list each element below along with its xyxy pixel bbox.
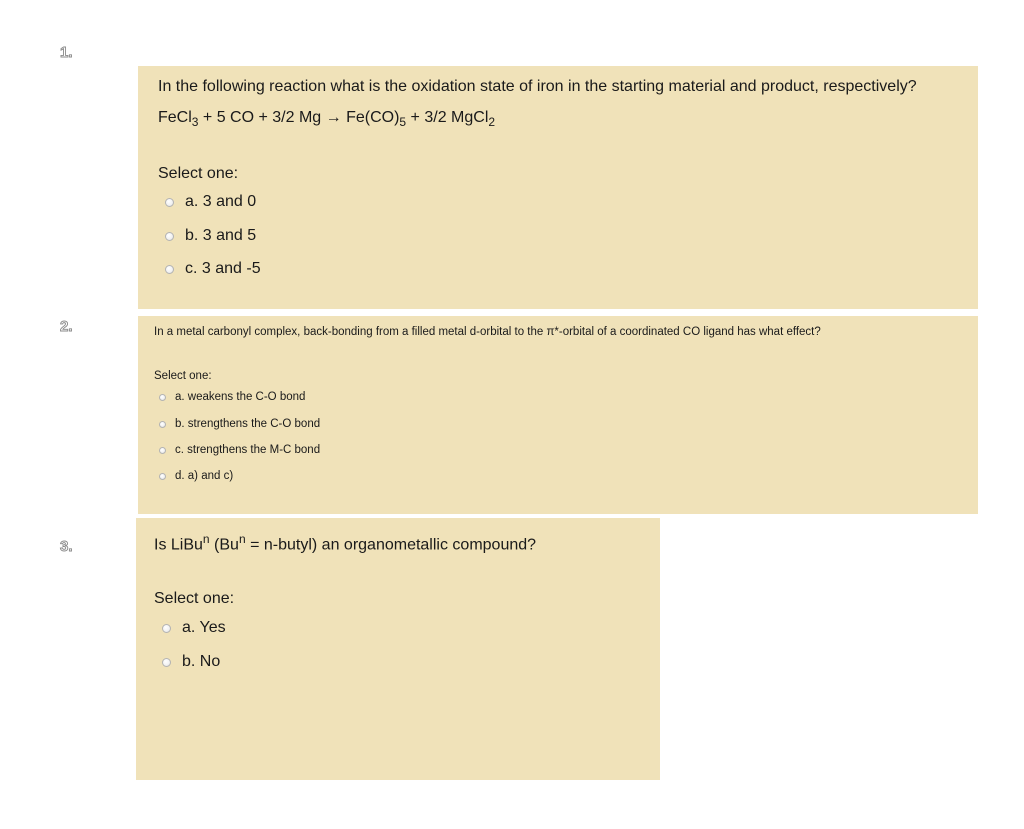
question-1-select-label: Select one: [158,165,239,182]
question-3-option-a[interactable] [162,619,226,637]
radio-button[interactable] [159,473,166,480]
question-2-option-a[interactable] [159,391,305,403]
question-1-prompt: In the following reaction what is the oxidation state of iron in the starting material and product, respectively? [158,78,917,95]
question-2-option-d[interactable] [159,470,233,482]
question-2-select-label: Select one: [154,370,212,382]
option-label: b. strengthens the C-O bond [175,418,321,430]
radio-button[interactable] [162,658,171,667]
question-1-option-a[interactable] [165,193,256,211]
question-1-card [138,66,978,309]
radio-button[interactable] [159,394,166,401]
question-2-card [138,316,978,514]
option-label: b. 3 and 5 [185,227,257,244]
question-3-prompt: Is LiBu$^n$ ($Bu^n$ = n-butyl) an organometallic compound? [154,532,537,554]
option-label: d. a) and c) [175,470,234,482]
radio-button[interactable] [159,421,166,428]
question-1-option-b[interactable] [165,227,256,245]
option-label: a. Yes [182,619,226,636]
radio-button[interactable] [162,624,171,633]
question-3-select-label: Select one: [154,590,235,607]
radio-button[interactable] [159,447,166,454]
question-3-option-b[interactable] [162,653,220,671]
question-2-option-c[interactable] [159,444,320,456]
radio-button[interactable] [165,265,174,274]
option-label: c. strengthens the M-C bond [175,444,321,456]
question-3-number: 3. [60,538,73,555]
question-1-number: 1. [60,44,73,61]
option-label: a. weakens the C-O bond [175,391,306,403]
option-label: c. 3 and -5 [185,260,261,277]
question-1-equation: FeCl$_3$ + 5 CO + 3/2 $Mg \to Fe(CO)_5 + 3/2$ MgCl$_2$ [158,109,496,130]
question-2-option-b[interactable] [159,418,320,430]
radio-button[interactable] [165,232,174,241]
option-label: b. No [182,653,221,670]
question-1-option-c[interactable] [165,260,261,278]
question-2-number: 2. [60,318,73,335]
radio-button[interactable] [165,198,174,207]
question-3-card [136,518,660,780]
question-2-prompt: In a metal carbonyl complex, back-bonding from a filled metal d-orbital to the π*-orbital of a coordinated CO ligand has what effect? [154,326,821,338]
option-label: a. 3 and 0 [185,193,257,210]
